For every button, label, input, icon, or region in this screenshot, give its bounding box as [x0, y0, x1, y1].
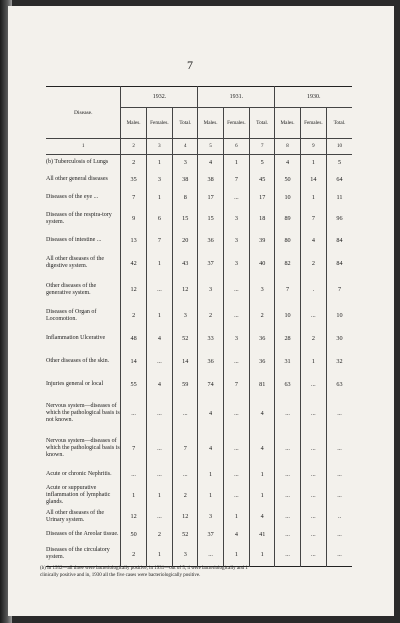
table-cell: 50	[275, 171, 300, 189]
disease-label: Diseases of the eye ...	[46, 194, 99, 200]
table-cell: ...	[223, 303, 249, 329]
table-cell: .	[300, 277, 326, 303]
table-cell: ...	[300, 374, 326, 396]
disease-label: Diseases of intestine ...	[46, 236, 102, 243]
table-cell: 2	[146, 526, 172, 543]
table-cell: ...	[300, 526, 326, 543]
table-cell: 12	[173, 277, 198, 303]
table-cell: ...	[223, 432, 249, 466]
table-cell: ...	[146, 396, 172, 432]
table-row	[46, 543, 352, 567]
disease-statistics-table	[46, 86, 352, 567]
females-header: Females.	[300, 108, 326, 139]
column-number: 7	[250, 139, 275, 155]
table-cell: 3	[198, 277, 223, 303]
table-cell: 38	[173, 171, 198, 189]
table-cell: ...	[223, 349, 249, 374]
table-cell: 35	[121, 171, 146, 189]
year-header-1930: 1930.	[275, 87, 352, 108]
table-cell: 30	[327, 329, 352, 349]
table-cell: 14	[121, 349, 146, 374]
year-header-row	[46, 87, 352, 108]
table-row	[46, 483, 352, 508]
table-cell: 50	[121, 526, 146, 543]
table-row	[46, 155, 352, 171]
table-cell: 5	[327, 155, 352, 171]
table-cell: 81	[250, 374, 275, 396]
table-cell: ...	[300, 432, 326, 466]
table-cell: ...	[121, 396, 146, 432]
year-header-1932: 1932.	[121, 87, 198, 108]
table-cell: 5	[250, 155, 275, 171]
table-cell: ...	[327, 526, 352, 543]
table-cell: 33	[198, 329, 223, 349]
disease-label: Inflammation Ulcerative	[46, 335, 106, 341]
table-cell: ...	[275, 526, 300, 543]
table-cell: ...	[121, 466, 146, 483]
column-number: 2	[121, 139, 146, 155]
table-cell: 3	[223, 250, 249, 277]
column-number: 1	[46, 139, 121, 155]
column-number: 6	[223, 139, 249, 155]
table-cell: 12	[121, 277, 146, 303]
table-row	[46, 396, 352, 432]
table-body	[46, 155, 352, 567]
table-cell: 6	[146, 207, 172, 231]
table-cell: ...	[300, 483, 326, 508]
table-cell: 40	[250, 250, 275, 277]
table-cell: 2	[250, 303, 275, 329]
table-cell: 4	[198, 432, 223, 466]
table-cell: 13	[121, 231, 146, 250]
table-cell: 18	[250, 207, 275, 231]
table-cell: 1	[250, 483, 275, 508]
table-cell: ...	[300, 543, 326, 567]
table-cell: 37	[198, 526, 223, 543]
disease-label: All other diseases of the Urinary system.	[46, 509, 104, 523]
table-cell: 96	[327, 207, 352, 231]
footnote	[40, 566, 360, 579]
table-cell: ...	[223, 466, 249, 483]
table-cell: 4	[223, 526, 249, 543]
table-cell: 1	[198, 483, 223, 508]
table-cell: ...	[146, 466, 172, 483]
table-cell: 9	[121, 207, 146, 231]
table-row	[46, 329, 352, 349]
disease-label: Diseases of the Areolar tissue.	[46, 530, 119, 537]
table-cell: 80	[275, 231, 300, 250]
table-cell: 10	[275, 189, 300, 207]
table-row	[46, 171, 352, 189]
table-cell: ...	[223, 483, 249, 508]
column-number: 10	[327, 139, 352, 155]
table-cell: 12	[173, 508, 198, 526]
column-number: 4	[173, 139, 198, 155]
table-cell: 28	[275, 329, 300, 349]
disease-label: Diseases of the respira-tory system.	[46, 211, 112, 225]
disease-label: Other diseases of the skin.	[46, 357, 110, 364]
disease-label: (b) Tuberculosis of Lungs	[46, 159, 109, 166]
table-cell: 4	[250, 396, 275, 432]
table-cell: ...	[300, 396, 326, 432]
table-cell: 7	[173, 432, 198, 466]
table-cell: ...	[223, 189, 249, 207]
table-cell: 1	[146, 189, 172, 207]
table-cell: 2	[121, 543, 146, 567]
table-cell: 17	[250, 189, 275, 207]
table-cell: 1	[121, 483, 146, 508]
column-number: 8	[275, 139, 300, 155]
table-cell: 3	[146, 171, 172, 189]
table-cell: 3	[198, 508, 223, 526]
table-cell: 1	[146, 250, 172, 277]
table-cell: 15	[198, 207, 223, 231]
table-cell: 36	[198, 231, 223, 250]
table-cell: ...	[327, 483, 352, 508]
table-cell: 63	[327, 374, 352, 396]
table-row	[46, 277, 352, 303]
table-cell: 74	[198, 374, 223, 396]
table-cell: ...	[275, 508, 300, 526]
table-cell: 2	[300, 329, 326, 349]
table-row	[46, 526, 352, 543]
table-cell: 1	[146, 483, 172, 508]
males-header: Males.	[275, 108, 300, 139]
year-header-1931: 1931.	[198, 87, 275, 108]
table-cell: 7	[300, 207, 326, 231]
table-cell: 1	[250, 543, 275, 567]
table-row	[46, 508, 352, 526]
table-cell: 10	[275, 303, 300, 329]
table-cell: 32	[327, 349, 352, 374]
column-number: 5	[198, 139, 223, 155]
table-cell: ...	[146, 349, 172, 374]
table-cell: 1	[300, 155, 326, 171]
table-cell: 7	[327, 277, 352, 303]
table-cell: 82	[275, 250, 300, 277]
females-header: Females.	[146, 108, 172, 139]
table-cell: 63	[275, 374, 300, 396]
table-cell: 3	[173, 155, 198, 171]
table-cell: 10	[327, 303, 352, 329]
disease-label: Acute or chronic Nephritis.	[46, 470, 112, 477]
table-cell: 7	[223, 171, 249, 189]
table-cell: ..	[327, 508, 352, 526]
table-cell: 3	[223, 231, 249, 250]
table-cell: 59	[173, 374, 198, 396]
table-cell: 39	[250, 231, 275, 250]
table-cell: 1	[146, 155, 172, 171]
males-header: Males.	[121, 108, 146, 139]
table-cell: 41	[250, 526, 275, 543]
table-cell: 64	[327, 171, 352, 189]
table-cell: 2	[173, 483, 198, 508]
table-cell: 7	[121, 189, 146, 207]
page-number: 7	[187, 58, 193, 72]
table-cell: 14	[300, 171, 326, 189]
table-cell: 4	[250, 432, 275, 466]
table-cell: 84	[327, 231, 352, 250]
table-cell: 1	[146, 543, 172, 567]
table-cell: ...	[223, 277, 249, 303]
table-cell: 36	[250, 349, 275, 374]
table-cell: 3	[223, 207, 249, 231]
table-cell: 3	[173, 303, 198, 329]
table-cell: 52	[173, 329, 198, 349]
table-cell: 43	[173, 250, 198, 277]
disease-label: All other diseases of the digestive system.	[46, 256, 104, 269]
table-cell: 1	[300, 349, 326, 374]
table-cell: 20	[173, 231, 198, 250]
table-cell: ...	[146, 508, 172, 526]
table-cell: 4	[275, 155, 300, 171]
table-cell: ...	[300, 466, 326, 483]
table-cell: 84	[327, 250, 352, 277]
table-cell: 45	[250, 171, 275, 189]
table-cell: ...	[300, 508, 326, 526]
table-cell: ...	[173, 466, 198, 483]
table-cell: 36	[250, 329, 275, 349]
table-cell: 48	[121, 329, 146, 349]
table-cell: 3	[223, 329, 249, 349]
table-cell: 17	[198, 189, 223, 207]
table-cell: ...	[146, 432, 172, 466]
table-cell: 89	[275, 207, 300, 231]
table-cell: ...	[275, 396, 300, 432]
column-number: 3	[146, 139, 172, 155]
table-cell: ...	[275, 483, 300, 508]
table-cell: ...	[198, 543, 223, 567]
table-row	[46, 231, 352, 250]
table-cell: 1	[300, 189, 326, 207]
table-cell: 3	[250, 277, 275, 303]
column-number-row	[46, 139, 352, 155]
table-cell: 2	[121, 303, 146, 329]
disease-label: Nervous system—diseases of which the pathological basis is not known.	[46, 403, 120, 423]
disease-label: Diseases of the circulatory system.	[46, 547, 110, 561]
table-cell: ...	[275, 432, 300, 466]
table-cell: ...	[327, 432, 352, 466]
table-cell: ...	[223, 396, 249, 432]
table-cell: 31	[275, 349, 300, 374]
table-cell: 4	[146, 374, 172, 396]
table-row	[46, 250, 352, 277]
table-cell: ...	[327, 396, 352, 432]
table-row	[46, 303, 352, 329]
table-cell: ...	[146, 277, 172, 303]
table-row	[46, 207, 352, 231]
table-cell: 36	[198, 349, 223, 374]
table-cell: 1	[223, 543, 249, 567]
table-cell: 55	[121, 374, 146, 396]
table-cell: 4	[300, 231, 326, 250]
table-cell: ...	[275, 543, 300, 567]
table-cell: 7	[146, 231, 172, 250]
table-row	[46, 189, 352, 207]
table-cell: 2	[121, 155, 146, 171]
disease-label: Nervous system—diseases of which the pathological basis is known.	[46, 438, 120, 458]
females-header: Females.	[223, 108, 249, 139]
total-header: Total.	[173, 108, 198, 139]
table-cell: 7	[275, 277, 300, 303]
table-cell: ...	[275, 466, 300, 483]
table-cell: ...	[300, 303, 326, 329]
total-header: Total.	[250, 108, 275, 139]
table-cell: ...	[327, 466, 352, 483]
table-cell: 38	[198, 171, 223, 189]
table-row	[46, 432, 352, 466]
column-number: 9	[300, 139, 326, 155]
disease-column-header: Disease.	[73, 109, 93, 116]
disease-label: Other diseases of the generative system.	[46, 282, 97, 296]
table-cell: 4	[146, 329, 172, 349]
table-cell: 8	[173, 189, 198, 207]
table-row	[46, 466, 352, 483]
table-cell: 1	[250, 466, 275, 483]
table-cell: 1	[223, 155, 249, 171]
table-cell: 1	[146, 303, 172, 329]
disease-label: Diseases of Organ of Locomotion.	[46, 308, 97, 322]
table-cell: 7	[121, 432, 146, 466]
males-header: Males.	[198, 108, 223, 139]
table-cell: 1	[223, 508, 249, 526]
table-cell: 4	[198, 396, 223, 432]
table-cell: 15	[173, 207, 198, 231]
table-cell: 4	[198, 155, 223, 171]
table-cell: 4	[250, 508, 275, 526]
table-row	[46, 374, 352, 396]
table-cell: 2	[198, 303, 223, 329]
table-cell: 7	[223, 374, 249, 396]
table-cell: ...	[173, 396, 198, 432]
disease-label: Acute or suppurative inflammation of lymphatic glands.	[46, 484, 111, 505]
table-cell: ...	[327, 543, 352, 567]
table-cell: 12	[121, 508, 146, 526]
table-cell: 14	[173, 349, 198, 374]
table-cell: 2	[300, 250, 326, 277]
table-cell: 42	[121, 250, 146, 277]
disease-label: Injuries general or local	[46, 381, 104, 387]
footnote-line-1: (b) In 1932—all three were bacteriologically positive, in 1931—out of 5, 4 were bacteriologically and 1	[40, 566, 248, 571]
table-cell: 3	[173, 543, 198, 567]
disease-label: All other general diseases	[46, 176, 108, 182]
table-cell: 37	[198, 250, 223, 277]
table-row	[46, 349, 352, 374]
footnote-line-2: clinically positive and in, 1930 all the five cases were bacteriologically positive.	[40, 572, 201, 578]
table-cell: 1	[198, 466, 223, 483]
table-cell: 52	[173, 526, 198, 543]
table-cell: 11	[327, 189, 352, 207]
total-header: Total.	[327, 108, 352, 139]
